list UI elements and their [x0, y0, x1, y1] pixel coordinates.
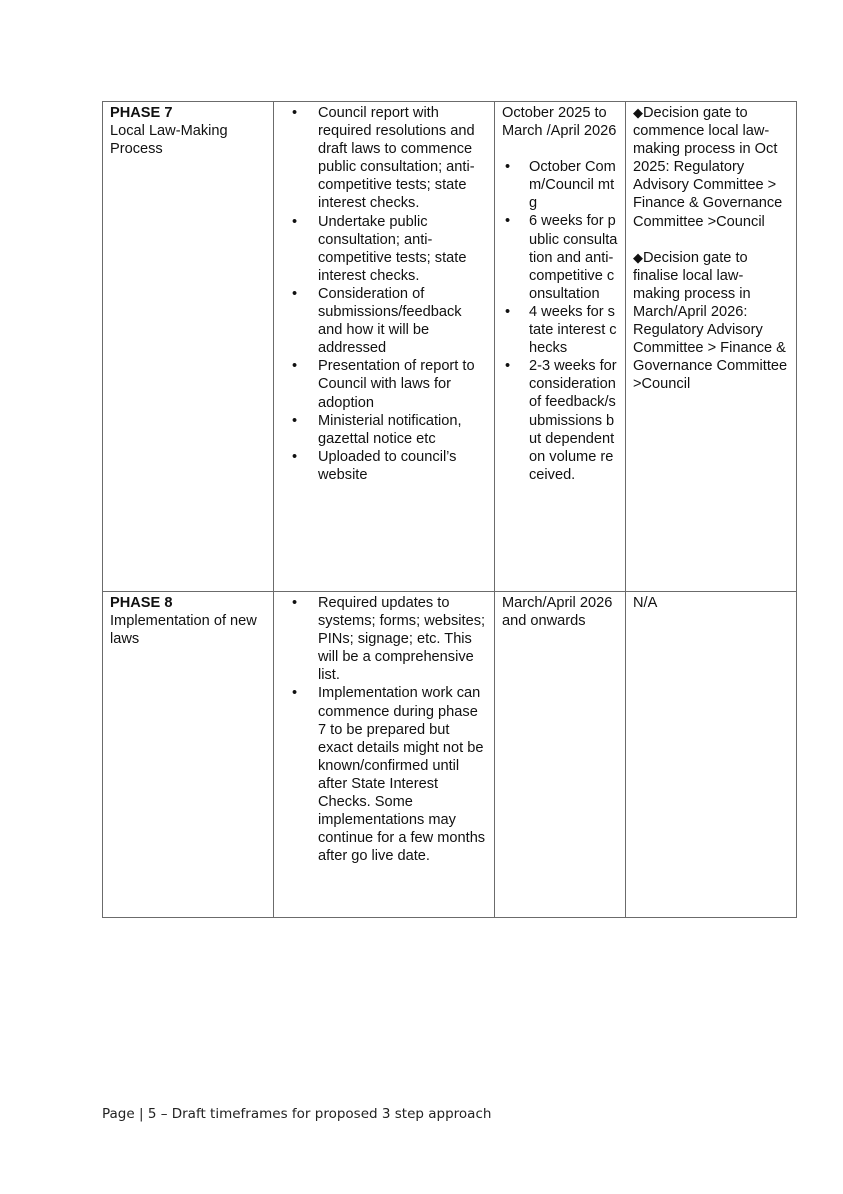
decision-gate-cell [626, 102, 797, 592]
activities-cell [274, 102, 495, 592]
timeframe-list [502, 158, 619, 484]
diamond-bullet-icon: ◆ [633, 105, 643, 120]
phase-table [102, 101, 797, 918]
decision-gate-text: N/A [633, 595, 658, 611]
phase-cell [103, 592, 274, 918]
decision-gate-text: Decision gate to finalise local law-making process in March/April 2026: Regulatory Advisory Committee > Finance & Governance Committee >Council [633, 249, 788, 393]
list-item: • Council report with required resolutions and draft laws to commence public consultation; anti-competitive tests; state interest checks. [281, 104, 488, 213]
list-item: • 4 weeks for state interest checks [502, 303, 619, 357]
timeframe-cell [495, 592, 626, 918]
list-item: • October Comm/Council mtg [502, 158, 619, 212]
list-item: • Presentation of report to Council with laws for adoption [281, 357, 488, 411]
timeframe-cell [495, 102, 626, 592]
list-item: • Required updates to systems; forms; websites; PINs; signage; etc. This will be a comprehensive list. [281, 594, 488, 684]
activities-cell [274, 592, 495, 918]
table-row [103, 592, 797, 918]
timeframe-text: October 2025 to March /April 2026 [502, 105, 617, 140]
diamond-bullet-icon: ◆ [633, 249, 643, 265]
activities-list [281, 594, 488, 865]
phase-title: PHASE 8 [110, 595, 173, 611]
table-row [103, 102, 797, 592]
list-item: • 2-3 weeks for consideration of feedback/submissions but dependent on volume received. [502, 357, 619, 484]
list-item: • 6 weeks for public consultation and anti-competitive consultation [502, 212, 619, 302]
phase-name: Local Law-Making Process [110, 123, 228, 158]
decision-gate-cell [626, 592, 797, 918]
phase-name: Implementation of new laws [110, 613, 257, 648]
decision-gate-text: Decision gate to commence local law-making process in Oct 2025: Regulatory Advisory Committee > Finance & Governance Committee >Council [633, 105, 783, 230]
list-item: • Consideration of submissions/feedback and how it will be addressed [281, 285, 488, 357]
list-item: • Undertake public consultation; anti-competitive tests; state interest checks. [281, 213, 488, 285]
phase-cell [103, 102, 274, 592]
timeframe-text: March/April 2026 and onwards [502, 595, 613, 630]
activities-list [281, 104, 488, 484]
page-footer: Page | 5 – Draft timeframes for proposed 3 step approach [102, 1106, 492, 1122]
decision-gate [633, 104, 790, 231]
phase-title: PHASE 7 [110, 105, 173, 121]
list-item: • Uploaded to council’s website [281, 448, 488, 484]
list-item: • Implementation work can commence during phase 7 to be prepared but exact details might not be known/confirmed until after State Interest Checks. Some implementations may continue for a few months after go live date. [281, 684, 488, 865]
decision-gate [633, 249, 790, 394]
list-item: • Ministerial notification, gazettal notice etc [281, 412, 488, 448]
